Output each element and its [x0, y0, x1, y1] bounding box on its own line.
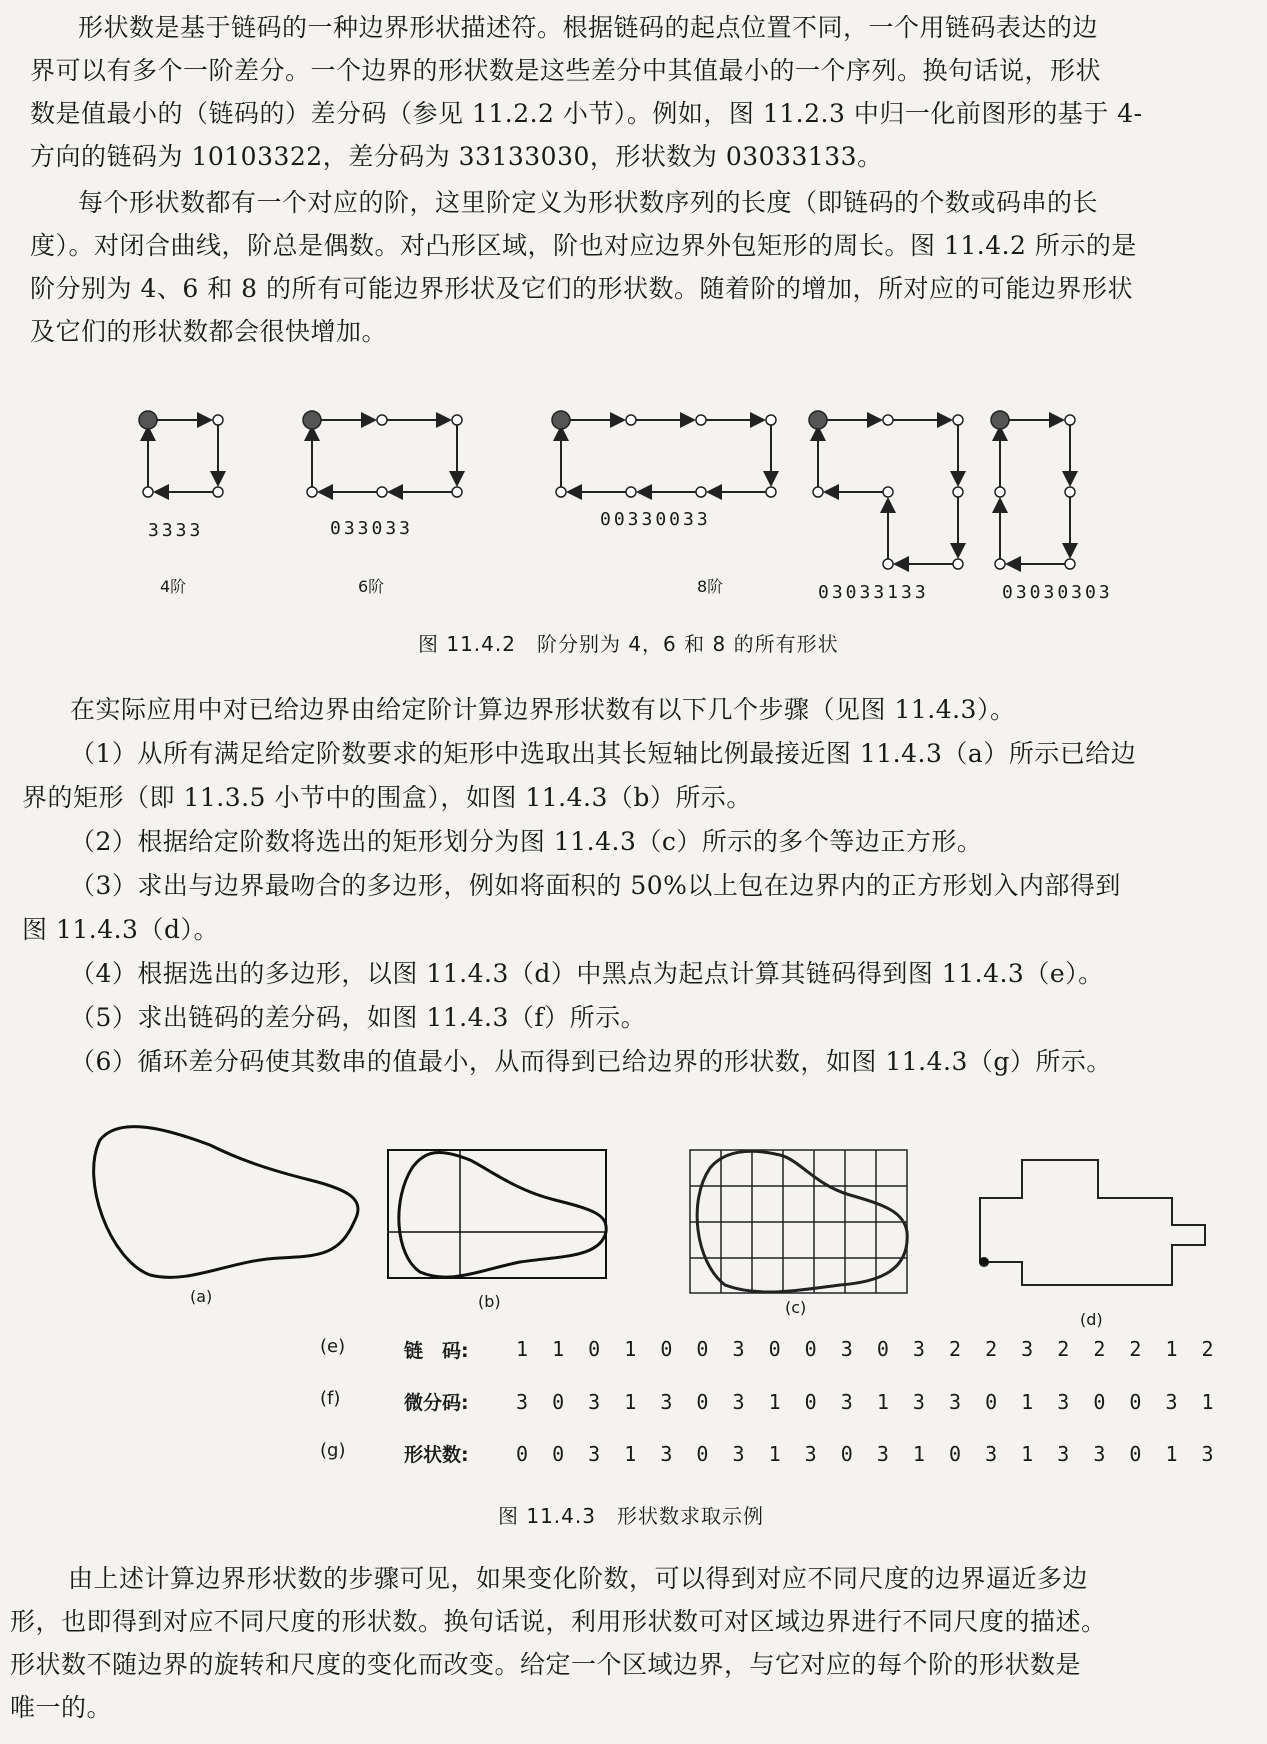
figure-caption: 图 11.4.2 阶分别为 4，6 和 8 的所有形状 — [418, 632, 839, 656]
order-label: 8阶 — [697, 577, 724, 596]
text-line: 在实际应用中对已给边界由给定阶计算边界形状数有以下几个步骤（见图 11.4.3）。 — [70, 695, 1016, 724]
paragraph-2 — [30, 181, 1137, 353]
text-line: 形状数不随边界的旋转和尺度的变化而改变。给定一个区域边界，与它对应的每个阶的形状数是 — [10, 1650, 1082, 1679]
panel-label-d: (d) — [1080, 1310, 1103, 1329]
panel-label-b: (b) — [478, 1292, 501, 1311]
shape-order8-c — [1000, 420, 1070, 564]
shape-number-label: 3333 — [148, 520, 204, 541]
text-line: （1）从所有满足给定阶数要求的矩形中选取出其长短轴比例最接近图 11.4.3（a）所示已给边 — [70, 739, 1137, 768]
row-tag-f: (f) — [320, 1388, 341, 1409]
shape-number-label: 03030303 — [1002, 582, 1113, 603]
text-line: 度）。对闭合曲线，阶总是偶数。对凸形区域，阶也对应边界外包矩形的周长。图 11.4.2 所示的是 — [30, 231, 1137, 260]
shape-order8-a — [561, 420, 771, 492]
boundary-blob-a — [94, 1127, 358, 1278]
polygon-d — [980, 1160, 1205, 1285]
chain-code-value: 1 1 0 1 0 0 3 0 0 3 0 3 2 2 3 2 2 2 1 2 — [516, 1337, 1220, 1361]
text-line: 阶分别为 4、6 和 8 的所有可能边界形状及它们的形状数。随着阶的增加，所对应的可能边界形状 — [30, 274, 1134, 303]
figure-caption: 图 11.4.3 形状数求取示例 — [498, 1504, 764, 1528]
text-line: 及它们的形状数都会很快增加。 — [30, 317, 388, 346]
paragraph-1 — [30, 6, 1143, 178]
difference-code-label: 微分码: — [404, 1392, 469, 1414]
text-line: 方向的链码为 10103322，差分码为 33133030，形状数为 03033133。 — [30, 142, 883, 171]
text-line: （2）根据给定阶数将选出的矩形划分为图 11.4.3（c）所示的多个等边正方形。 — [70, 827, 983, 856]
shape-number-value: 0 0 3 1 3 0 3 1 3 0 3 1 0 3 1 3 3 0 1 3 — [516, 1442, 1220, 1466]
chain-code-label: 链 码: — [404, 1340, 469, 1362]
text-line: （4）根据选出的多边形，以图 11.4.3（d）中黑点为起点计算其链码得到图 11.4.3（e）。 — [70, 959, 1104, 988]
text-line: 唯一的。 — [10, 1693, 113, 1722]
shape-order4 — [148, 420, 218, 492]
panel-label-c: (c) — [785, 1298, 807, 1317]
panel-label-a: (a) — [190, 1287, 213, 1306]
text-line: 数是值最小的（链码的）差分码（参见 11.2.2 小节）。例如，图 11.2.3 中归一化前图形的基于 4- — [30, 99, 1143, 128]
text-line: 界的矩形（即 11.3.5 小节中的围盒），如图 11.4.3（b）所示。 — [22, 783, 752, 812]
shape-number-label: 033033 — [330, 518, 414, 539]
shape-number-label: 03033133 — [818, 582, 929, 603]
paragraph-4 — [10, 1557, 1107, 1729]
shape-order8-b — [818, 420, 958, 564]
text-line: 图 11.4.3（d）。 — [22, 915, 219, 944]
text-line: 由上述计算边界形状数的步骤可见，如果变化阶数，可以得到对应不同尺度的边界逼近多边 — [68, 1564, 1089, 1593]
text-line: 形，也即得到对应不同尺度的形状数。换句话说，利用形状数可对区域边界进行不同尺度的描述。 — [10, 1607, 1107, 1636]
text-line: （6）循环差分码使其数串的值最小，从而得到已给边界的形状数，如图 11.4.3（g）所示。 — [70, 1047, 1112, 1076]
text-line: 界可以有多个一阶差分。一个边界的形状数是这些差分中其值最小的一个序列。换句话说，形状 — [30, 56, 1102, 85]
text-line: （3）求出与边界最吻合的多边形，例如将面积的 50%以上包在边界内的正方形划入内部得到 — [70, 871, 1121, 900]
boundary-blob-c — [697, 1151, 907, 1292]
boundary-blob-b — [399, 1152, 606, 1277]
paragraph-3 — [22, 688, 1136, 1084]
text-line: 每个形状数都有一个对应的阶，这里阶定义为形状数序列的长度（即链码的个数或码串的长 — [78, 188, 1099, 217]
difference-code-value: 3 0 3 1 3 0 3 1 0 3 1 3 3 0 1 3 0 0 3 1 — [516, 1390, 1220, 1414]
row-tag-g: (g) — [320, 1440, 346, 1461]
shape-number-label: 00330033 — [600, 509, 711, 530]
order-label: 4阶 — [160, 577, 187, 596]
shape-number-row-label: 形状数: — [404, 1444, 469, 1466]
bounding-box-b — [388, 1150, 606, 1278]
order-label: 6阶 — [358, 577, 385, 596]
text-line: 形状数是基于链码的一种边界形状描述符。根据链码的起点位置不同，一个用链码表达的边 — [78, 13, 1099, 42]
row-tag-e: (e) — [320, 1336, 346, 1357]
shape-order6 — [312, 420, 457, 492]
text-line: （5）求出链码的差分码，如图 11.4.3（f）所示。 — [70, 1003, 647, 1032]
